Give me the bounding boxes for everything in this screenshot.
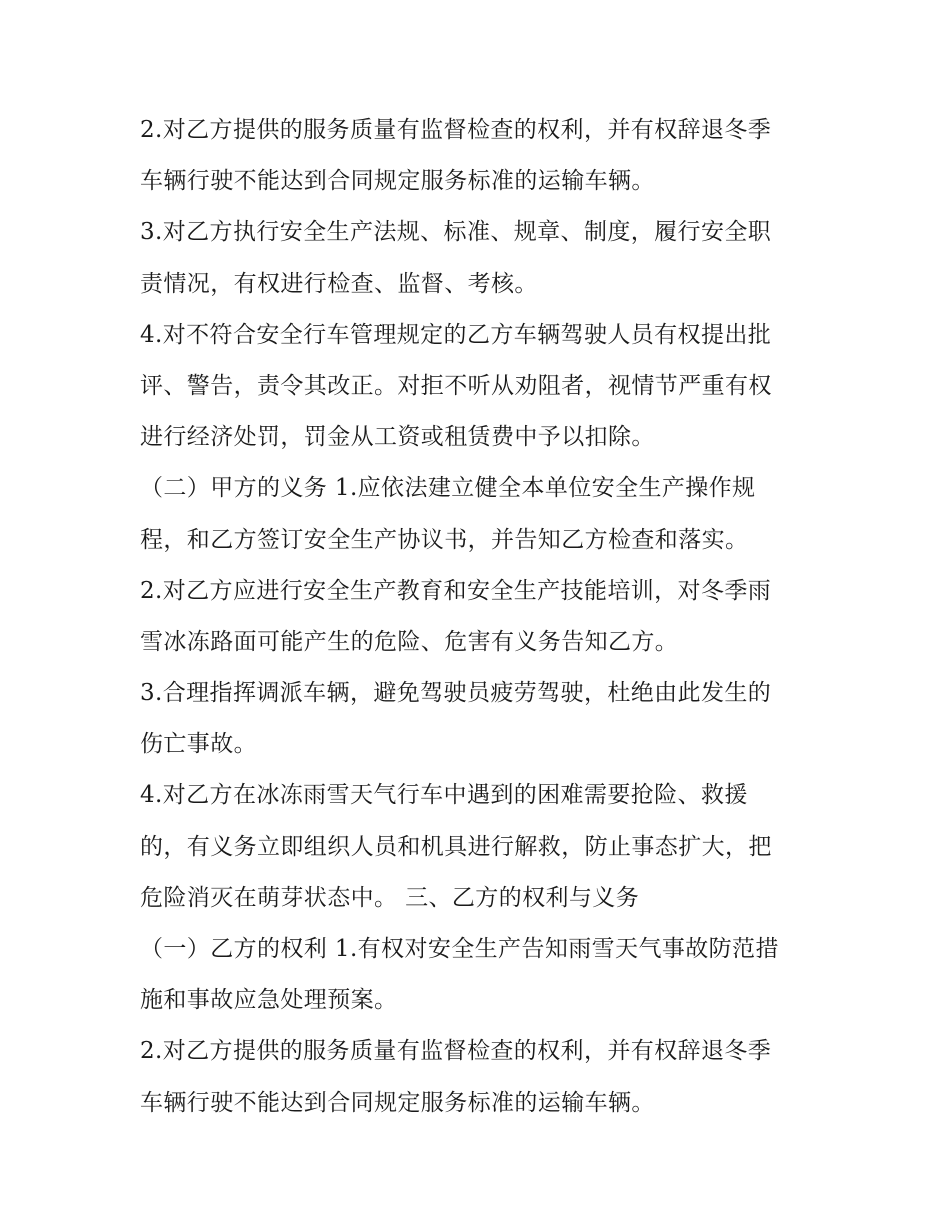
text-line: 责情况，有权进行检查、监督、考核。 bbox=[140, 270, 538, 297]
text-line: 4.对不符合安全行车管理规定的乙方车辆驾驶人员有权提出批 bbox=[140, 321, 772, 348]
text-line: （二）甲方的义务 1.应依法建立健全本单位安全生产操作规 bbox=[140, 475, 756, 502]
text-line: 2.对乙方应进行安全生产教育和安全生产技能培训，对冬季雨 bbox=[140, 577, 772, 604]
text-line: 的，有义务立即组织人员和机具进行解救，防止事态扩大，把 bbox=[140, 833, 772, 860]
text-line: 4.对乙方在冰冻雨雪天气行车中遇到的困难需要抢险、救援 bbox=[140, 782, 748, 809]
text-line: 程，和乙方签订安全生产协议书，并告知乙方检查和落实。 bbox=[140, 526, 749, 553]
text-line: 施和事故应急处理预案。 bbox=[140, 987, 398, 1014]
text-line: 车辆行驶不能达到合同规定服务标准的运输车辆。 bbox=[140, 1089, 655, 1116]
text-line: 评、警告，责令其改正。对拒不听从劝阻者，视情节严重有权 bbox=[140, 372, 772, 399]
text-line: 进行经济处罚，罚金从工资或租赁费中予以扣除。 bbox=[140, 424, 655, 451]
text-line: 雪冰冻路面可能产生的危险、危害有义务告知乙方。 bbox=[140, 628, 679, 655]
text-line: 伤亡事故。 bbox=[140, 731, 257, 758]
text-line: 危险消灭在萌芽状态中。 三、乙方的权利与义务 bbox=[140, 884, 640, 911]
text-line: 3.合理指挥调派车辆，避免驾驶员疲劳驾驶，杜绝由此发生的 bbox=[140, 680, 772, 707]
text-line: （一）乙方的权利 1.有权对安全生产告知雨雪天气事故防范措 bbox=[140, 936, 779, 962]
text-line: 3.对乙方执行安全生产法规、标准、规章、制度，履行安全职 bbox=[140, 219, 772, 246]
document-body bbox=[140, 105, 830, 1129]
text-line: 2.对乙方提供的服务质量有监督检查的权利，并有权辞退冬季 bbox=[140, 1038, 772, 1065]
text-line: 2.对乙方提供的服务质量有监督检查的权利，并有权辞退冬季 bbox=[140, 117, 772, 143]
text-line: 车辆行驶不能达到合同规定服务标准的运输车辆。 bbox=[140, 168, 655, 195]
